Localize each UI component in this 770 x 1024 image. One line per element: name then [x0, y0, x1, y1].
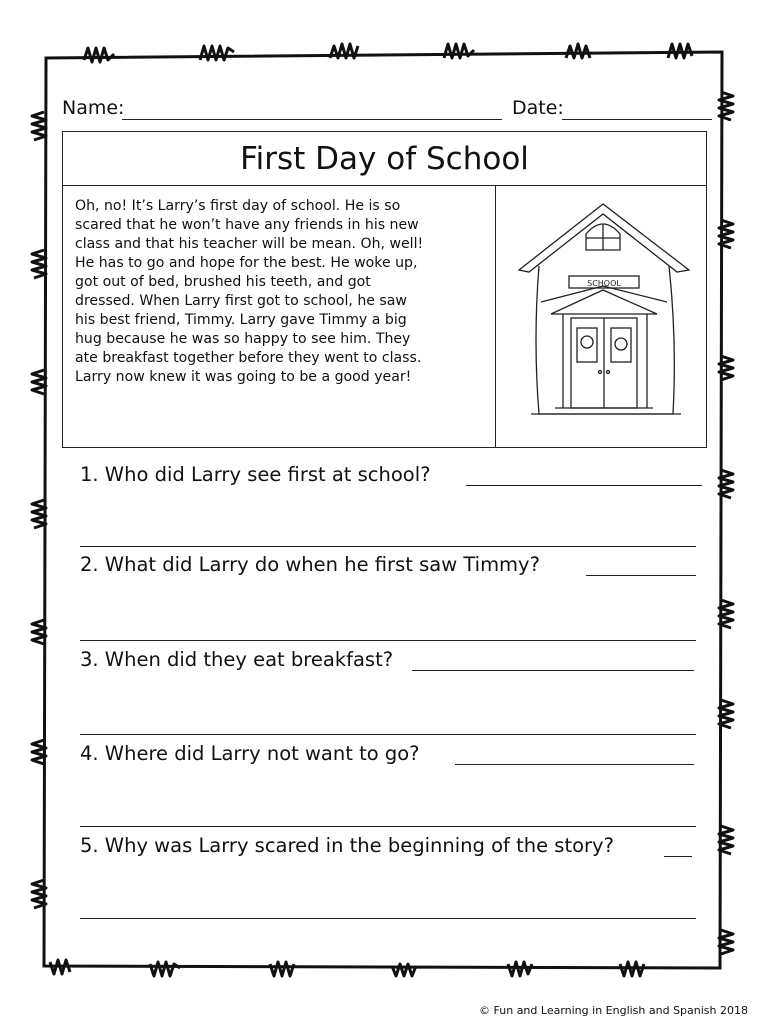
answer-line-1b[interactable]: [80, 546, 696, 547]
name-label: Name:: [62, 97, 125, 119]
answer-line-4a[interactable]: [455, 764, 694, 765]
question-4: 4. Where did Larry not want to go?: [80, 742, 420, 765]
question-5: 5. Why was Larry scared in the beginning of the story?: [80, 834, 614, 857]
answer-line-5a[interactable]: [664, 856, 692, 857]
answer-line-1a[interactable]: [466, 485, 702, 486]
schoolhouse-illustration: [511, 200, 696, 430]
story-divider: [495, 186, 496, 447]
school-sign-text: SCHOOL: [587, 279, 621, 288]
date-label: Date:: [512, 97, 564, 119]
answer-line-2a[interactable]: [586, 575, 696, 576]
answer-line-5b[interactable]: [80, 918, 696, 919]
answer-line-3a[interactable]: [412, 670, 694, 671]
answer-line-2b[interactable]: [80, 640, 696, 641]
question-3: 3. When did they eat breakfast?: [80, 648, 394, 671]
title-box: [62, 131, 707, 186]
answer-line-3b[interactable]: [80, 734, 696, 735]
story-box: [62, 185, 707, 448]
question-2: 2. What did Larry do when he first saw Timmy?: [80, 553, 540, 576]
date-blank-line[interactable]: [562, 119, 712, 120]
story-text: Oh, no! It’s Larry’s first day of school. He is so scared that he won’t have any friends in his new class and that his teacher will be mean. Oh, well! He has to go and hope for the best. He woke up, got out of bed, brushed his teeth, and got dressed. When Larry first got to school, he saw his best friend, Timmy. Larry gave Timmy a big hug because he was so happy to see him. They ate breakfast together before they went to class. Larry now knew it was going to be a good year!: [75, 198, 424, 385]
name-blank-line[interactable]: [122, 119, 502, 120]
question-1: 1. Who did Larry see first at school?: [80, 463, 431, 486]
worksheet-title: First Day of School: [240, 141, 529, 177]
answer-line-4b[interactable]: [80, 826, 696, 827]
copyright-notice: © Fun and Learning in English and Spanish 2018: [479, 1004, 748, 1017]
